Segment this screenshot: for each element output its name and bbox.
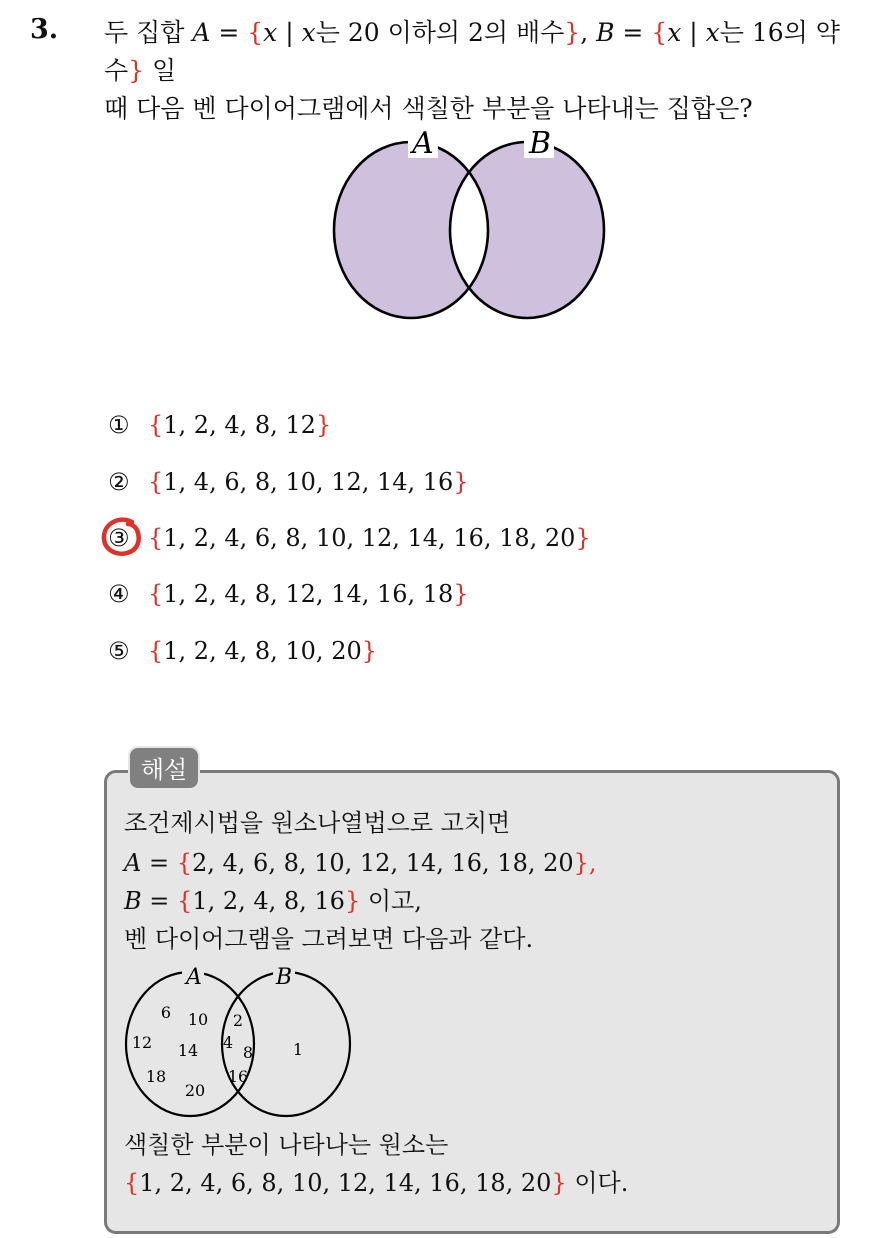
question-text [104,14,874,128]
choice-number: ④ [108,580,130,608]
brace-close: } [453,580,469,608]
set-b-name: B [596,18,615,47]
solution-line-4: 벤 다이어그램을 그려보면 다음과 같다. [124,925,534,953]
venn-small-circle-b [222,972,350,1116]
venn-element: 4 [222,1033,234,1052]
answer-circle-mark-icon [99,514,145,560]
question-line-2: 때 다음 벤 다이어그램에서 색칠한 부분을 나타내는 집합은? [104,94,753,123]
brace-close: } [315,411,332,439]
set-a-name: A [192,18,211,47]
brace-open: { [177,887,193,915]
b-suffix: 이고, [360,887,422,915]
venn-small-label-a: A [186,965,202,990]
solution-line-a: A = {2, 4, 6, 8, 10, 12, 14, 16, 18, 20}, [124,849,597,877]
venn-element: 16 [227,1067,249,1086]
venn-diagram-main [320,120,640,330]
venn-small-label-b: B [275,965,293,990]
choice-set: 1, 2, 4, 8, 10, 20 [163,637,362,665]
solution-line-result [124,1166,628,1200]
venn-diagram-solution [118,960,368,1122]
venn-element: 10 [187,1010,209,1029]
venn-label-a: A [412,126,434,161]
brace-open: { [148,468,164,496]
venn-element: 6 [160,1003,172,1022]
venn-label-b: B [528,126,552,161]
venn-element: 1 [292,1040,304,1059]
venn-element: 8 [242,1043,254,1062]
venn-element: 2 [232,1011,244,1030]
choice-number: ⑤ [108,637,130,665]
venn-element: 14 [177,1041,199,1060]
solution-line-5: 색칠한 부분이 나타나는 원소는 [124,1131,449,1159]
choice-4[interactable] [108,574,469,614]
choice-number: ③ [108,524,130,552]
question-intro: 두 집합 [104,18,193,47]
set-b-condition: 는 16의 약수 [104,18,840,85]
brace-open: { [148,524,164,552]
choice-1[interactable] [108,405,331,445]
equals-sign: = [141,887,178,915]
set-a-name: A [124,849,142,877]
question-number: 3. [30,14,59,45]
brace-open: { [124,1169,140,1197]
brace-open: { [176,849,192,877]
venn-element: 20 [184,1081,206,1100]
brace-close: } [453,468,469,496]
result-elements: 1, 2, 4, 6, 8, 10, 12, 14, 16, 18, 20 [139,1169,552,1197]
venn-element: 12 [131,1033,153,1052]
venn-shaded-region [334,142,604,318]
choice-number: ① [108,411,130,439]
equals-sign: = [141,849,177,877]
choice-3[interactable] [108,518,591,558]
brace-open: { [148,411,164,439]
solution-line-b [124,884,422,918]
choice-set: 1, 2, 4, 8, 12 [163,411,316,439]
var-x: x [705,18,720,47]
choice-5[interactable] [108,631,377,671]
brace-close: } [575,524,591,552]
comma: , [580,18,597,47]
var-x: x [667,18,682,47]
result-suffix: 이다. [566,1169,629,1197]
set-bar: | [681,18,706,47]
question-suffix: 일 [144,56,177,85]
brace-open: { [148,580,164,608]
solution-line-1: 조건제시법을 원소나열법으로 고치면 [124,809,511,837]
equals-sign: = [210,18,248,47]
choice-number: ② [108,468,130,496]
brace-open: { [148,637,164,665]
brace-close: } [128,56,145,85]
equals-sign: = [614,18,652,47]
brace-close: } [551,1169,567,1197]
var-x: x [263,18,278,47]
solution-tab: 해설 [128,746,200,790]
set-b-elements: 1, 2, 4, 8, 16 [192,887,345,915]
set-bar: | [277,18,302,47]
choice-2[interactable] [108,462,469,502]
brace-close: } [344,887,361,915]
set-a-elements: 2, 4, 6, 8, 10, 12, 14, 16, 18, 20 [192,849,574,877]
brace-close: } [573,849,589,877]
brace-open: { [247,18,264,47]
set-a-condition: 는 20 이하의 2의 배수 [315,18,565,47]
brace-close: } [564,18,581,47]
choice-set: 1, 2, 4, 8, 12, 14, 16, 18 [163,580,454,608]
choice-set: 1, 2, 4, 6, 8, 10, 12, 14, 16, 18, 20 [163,524,576,552]
var-x: x [301,18,316,47]
brace-close: } [361,637,378,665]
venn-element: 18 [145,1067,167,1086]
set-b-name: B [124,887,142,915]
brace-open: { [651,18,668,47]
choice-set: 1, 4, 6, 8, 10, 12, 14, 16 [163,468,454,496]
